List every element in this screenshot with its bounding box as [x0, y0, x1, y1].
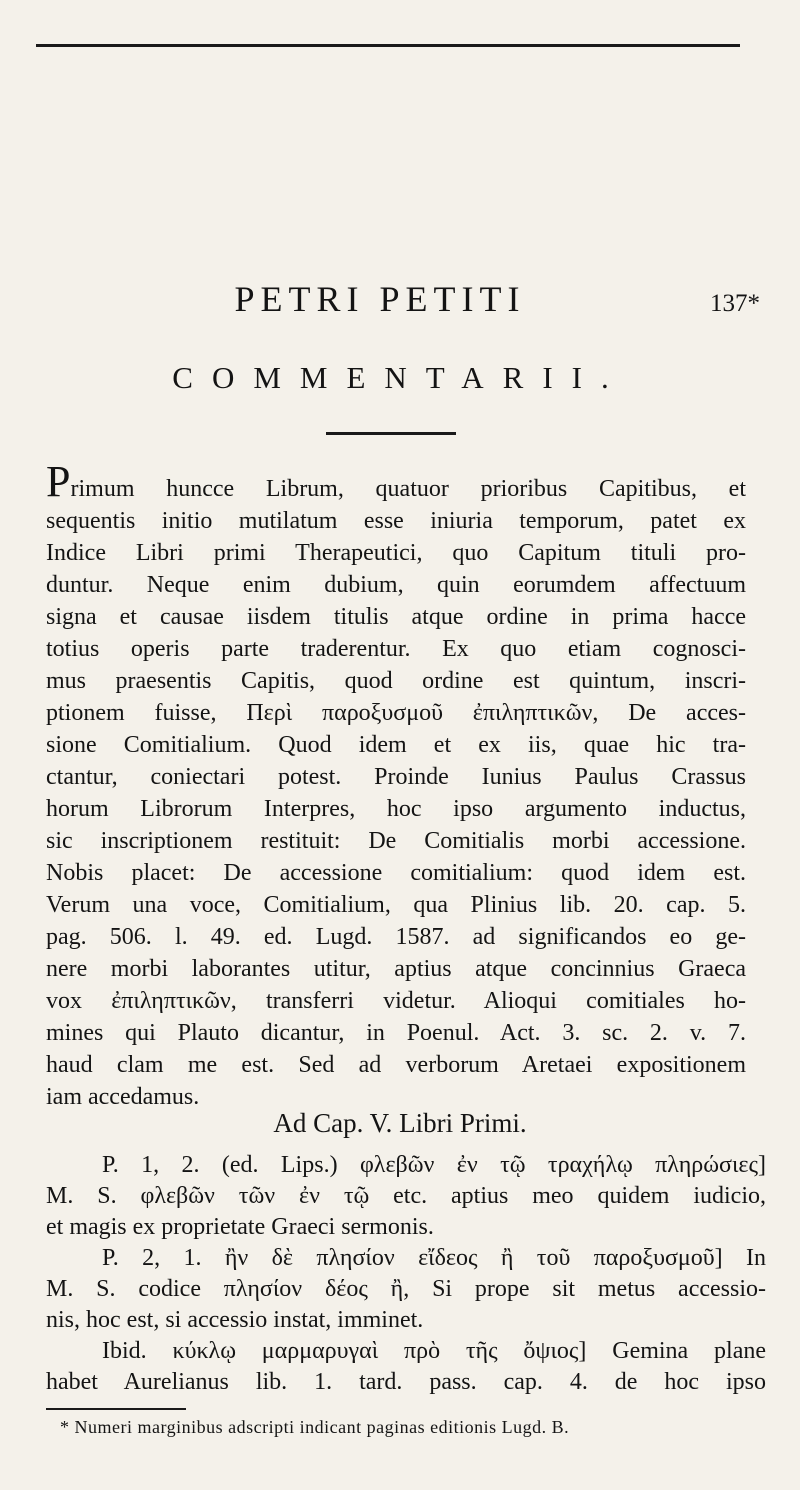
note-line: P. 1, 2. (ed. Lips.) φλεβῶν ἐν τῷ τραχήλῳ πληρώσιες] [102, 1152, 766, 1178]
note-line: M. S. codice πλησίον δέος ἢ, Si prope sit metus accessio- [46, 1276, 766, 1302]
note-line: M. S. φλεβῶν τῶν ἐν τῷ etc. aptius meo quidem iudicio, [46, 1183, 766, 1209]
body-paragraph [46, 457, 746, 1113]
body-line: Verum una voce, Comitialium, qua Plinius lib. 20. cap. 5. [46, 892, 746, 918]
body-line: signa et causae iisdem titulis atque ordine in prima hacce [46, 604, 746, 630]
body-line: nere morbi laborantes utitur, aptius atque concinnius Graeca [46, 956, 746, 982]
commentary-notes [46, 1150, 766, 1398]
separator-rule [326, 432, 456, 435]
body-line: ctantur, coniectari potest. Proinde Iunius Paulus Crassus [46, 764, 746, 790]
body-line: Primum huncce Librum, quatuor prioribus Capitibus, et [46, 457, 746, 506]
section-heading: Ad Cap. V. Libri Primi. [273, 1108, 527, 1138]
body-line: mines qui Plauto dicantur, in Poenul. Act. 3. sc. 2. v. 7. [46, 1020, 746, 1046]
body-line: pag. 506. l. 49. ed. Lugd. 1587. ad significandos eo ge- [46, 924, 746, 950]
header-rule [36, 44, 740, 47]
body-line: Indice Libri primi Therapeutici, quo Capitum tituli pro- [46, 540, 746, 566]
drop-cap: P [46, 457, 71, 506]
note-line: habet Aurelianus lib. 1. tard. pass. cap. 4. de hoc ipso [46, 1369, 766, 1395]
footnote-rule [46, 1408, 186, 1410]
running-title [0, 278, 760, 320]
body-line: ptionem fuisse, Περὶ παροξυσμοῦ ἐπιληπτικῶν, De acces- [46, 700, 746, 726]
subtitle: COMMENTARII. [172, 360, 628, 395]
title-text: PETRI PETITI [234, 279, 526, 319]
body-line: sic inscriptionem restituit: De Comitialis morbi accessione. [46, 828, 746, 854]
body-line: sione Comitialium. Quod idem et ex iis, quae hic tra- [46, 732, 746, 758]
body-line: haud clam me est. Sed ad verborum Aretaei expositionem [46, 1052, 746, 1078]
body-line: sequentis initio mutilatum esse iniuria temporum, patet ex [46, 508, 746, 534]
body-line: mus praesentis Capitis, quod ordine est quintum, inscri- [46, 668, 746, 694]
body-line: iam accedamus. [46, 1084, 200, 1110]
body-line: Nobis placet: De accessione comitialium: quod idem est. [46, 860, 746, 886]
note-line: Ibid. κύκλῳ μαρμαρυγαὶ πρὸ τῆς ὄψιος] Gemina plane [102, 1338, 766, 1364]
body-line: horum Librorum Interpres, hoc ipso argumento inductus, [46, 796, 746, 822]
footnote: * Numeri marginibus adscripti indicant paginas editionis Lugd. B. [60, 1417, 570, 1437]
note-line: et magis ex proprietate Graeci sermonis. [46, 1214, 434, 1240]
page-number: 137* [710, 290, 760, 317]
note-line: P. 2, 1. ἢν δὲ πλησίον εἴδεος ἢ τοῦ παροξυσμοῦ] In [102, 1245, 766, 1271]
note-line: nis, hoc est, si accessio instat, imminet. [46, 1307, 424, 1333]
body-line: vox ἐπιληπτικῶν, transferri videtur. Alioqui comitiales ho- [46, 988, 746, 1014]
body-line: duntur. Neque enim dubium, quin eorumdem affectuum [46, 572, 746, 598]
body-line: totius operis parte traderentur. Ex quo etiam cognosci- [46, 636, 746, 662]
